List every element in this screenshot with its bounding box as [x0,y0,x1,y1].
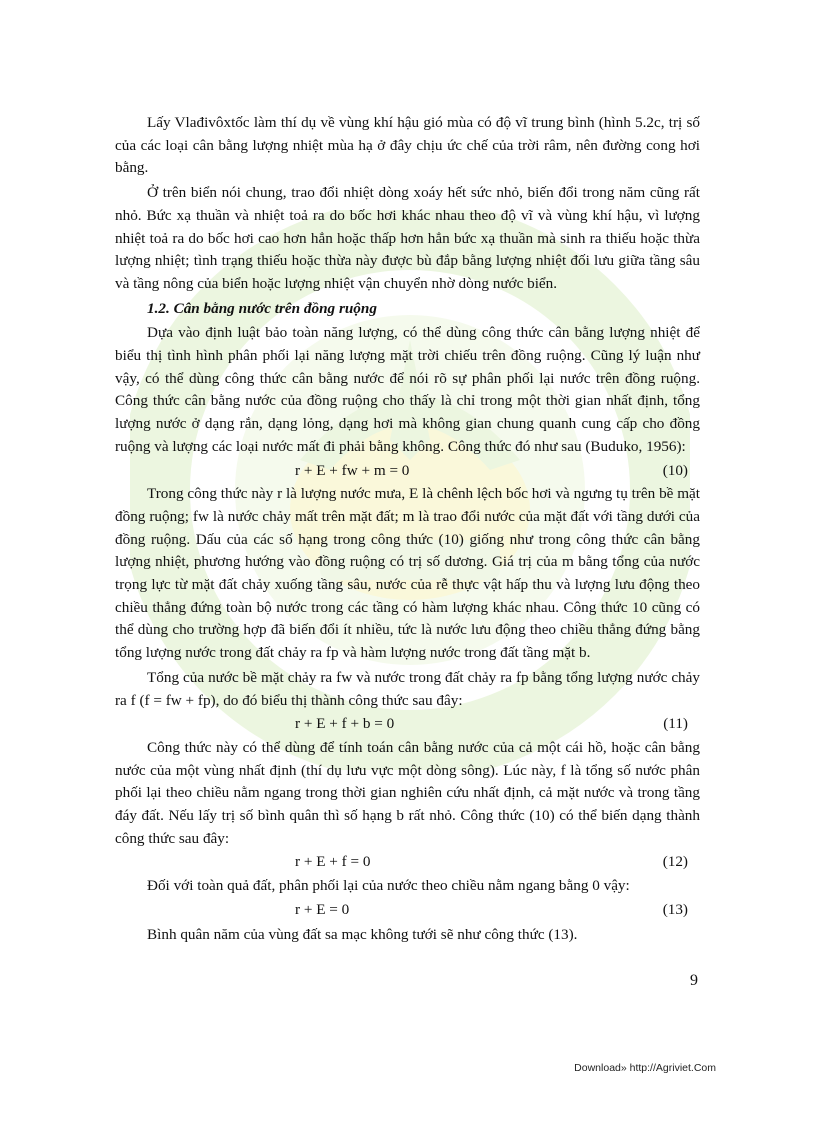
formula-13 [115,899,700,922]
paragraph: Ở trên biển nói chung, trao đổi nhiệt dòng xoáy hết sức nhỏ, biến đổi trong năm cũng rất nhỏ. Bức xạ thuần và nhiệt toả ra do bốc hơi khác nhau theo độ vĩ và vùng khí hậu, vì lượng nhiệt toả ra do bốc hơi cao hơn hẳn hoặc thấp hơn hẳn bức xạ thuần mà sinh ra thiếu hoặc thừa lượng nhiệt; tình trạng thiếu hoặc thừa này được bù đắp bằng lượng nhiệt đối lưu giữa tầng sâu và tầng nông của biển hoặc lượng nhiệt vận chuyển nhờ dòng nước biển. [115,184,700,292]
formula-number: (10) [662,461,688,479]
paragraph: Dựa vào định luật bảo toàn năng lượng, có thể dùng công thức cân bằng lượng nhiệt để biểu thị tình hình phân phối lại năng lượng mặt trời chiếu trên đồng ruộng. Cũng lý luận như vậy, có thể dùng công thức cân bằng nước để nói rõ sự phân phối lại nước trên đồng ruộng. Công thức cân bằng nước của đồng ruộng cho thấy là chỉ trong một thời gian nhất định, tổng lượng nước ở dạng rắn, dạng lỏng, dạng hơi mà không gian chung quanh cung cấp cho đồng ruộng và lượng các loại nước mất đi phải bằng không. Công thức đó như sau (Buduko, 1956): [115,324,700,455]
formula-expression: r + E + fw + m = 0 [295,461,410,479]
paragraph: Trong công thức này r là lượng nước mưa, E là chênh lệch bốc hơi và ngưng tụ trên bề mặt đồng ruộng; fw là nước chảy mất trên mặt đất; m là trao đổi nước của mặt đất với tầng dưới của đồng ruộng. Dấu của các số hạng trong công thức (10) giống như trong công thức cân bằng lượng nhiệt, phương hướng vào đồng ruộng có trị số dương. Giá trị của m bằng tổng của nước trọng lực từ mặt đất chảy xuống tầng sâu, nước của rễ thực vật hấp thu và lượng lưu động theo chiều thẳng đứng toàn bộ nước trong các tầng có hàm lượng khác nhau. Công thức 10 cũng có thể dùng cho trường hợp đã biến đổi ít nhiều, tức là nước lưu động theo chiều thẳng đứng bằng tổng lượng nước trong đất chảy ra fp và hàm lượng nước trong đất tầng mặt b. [115,485,700,662]
formula-expression: r + E + f + b = 0 [295,715,395,733]
document-body [115,112,700,946]
formula-12 [115,851,700,874]
formula-10 [115,460,700,483]
formula-expression: r + E = 0 [295,900,350,918]
section-heading: 1.2. Cân bằng nước trên đồng ruộng [147,299,377,317]
page-number: 9 [690,972,698,989]
formula-number: (13) [662,900,688,918]
paragraph: Công thức này có thể dùng để tính toán cân bằng nước của cả một cái hồ, hoặc cân bằng nước của một vùng nhất định (thí dụ lưu vực một dòng sông). Lúc này, f là tổng số nước phân phối lại theo chiều nằm ngang trong thời gian nghiên cứu nhất định, cả mặt nước và trong tầng đáy đất. Nếu lấy trị số bình quân thì số hạng b rất nhỏ. Công thức (10) có thể biến dạng thành công thức sau đây: [115,738,700,847]
download-footer: Download» http://Agriviet.Com [574,1062,716,1074]
paragraph: Đối với toàn quả đất, phân phối lại của nước theo chiều nằm ngang bằng 0 vậy: [147,877,630,895]
formula-number: (12) [662,853,688,871]
paragraph: Bình quân năm của vùng đất sa mạc không tưới sẽ như công thức (13). [147,925,578,943]
formula-expression: r + E + f = 0 [295,853,371,871]
paragraph: Lấy Vlađivôxtốc làm thí dụ về vùng khí hậu gió mùa có độ vĩ trung bình (hình 5.2c, trị số của các loại cân bằng lượng nhiệt mùa hạ ở đây chịu ức chế của trời râm, nên đường cong hơi bằng. [115,114,700,177]
formula-11 [115,713,700,736]
paragraph: Tổng của nước bề mặt chảy ra fw và nước trong đất chảy ra fp bằng tổng lượng nước chảy ra f (f = fw + fp), do đó biểu thị thành công thức sau đây: [115,668,700,709]
formula-number: (11) [663,715,688,733]
